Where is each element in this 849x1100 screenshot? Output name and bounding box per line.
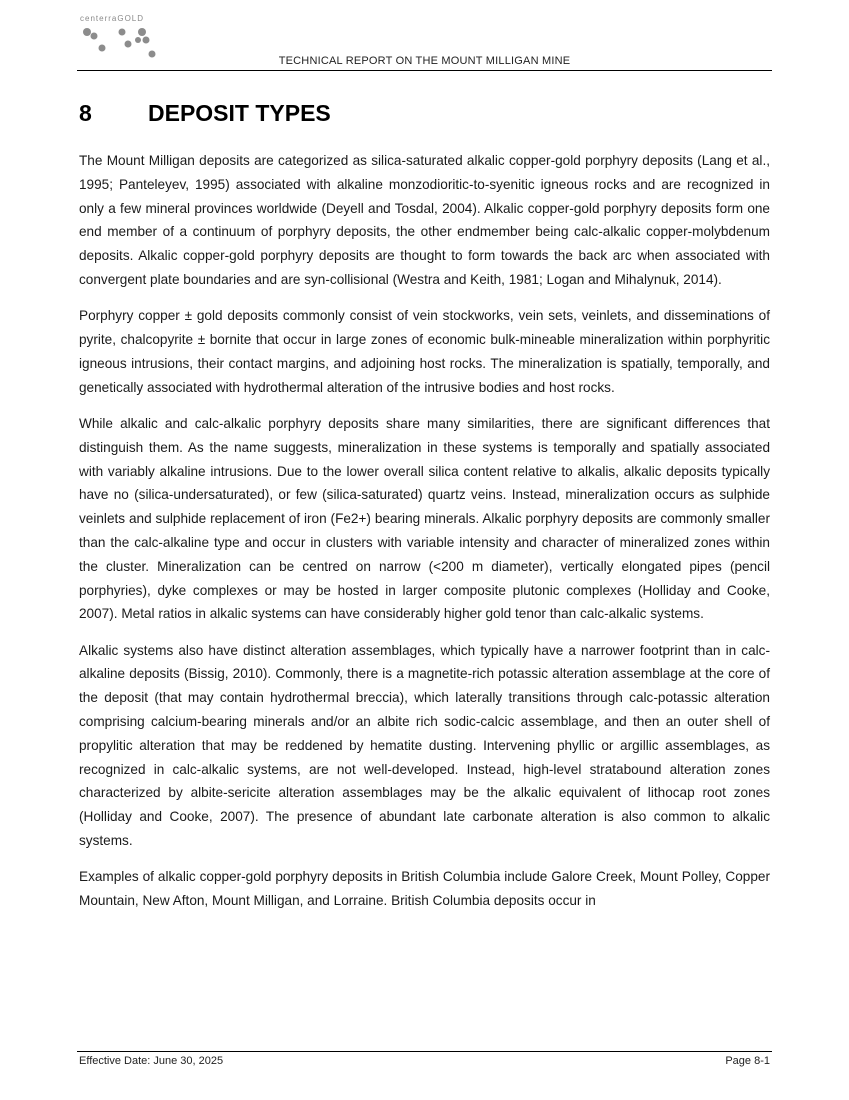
logo-wordmark: centerraGOLD [80,14,145,23]
report-header-title: TECHNICAL REPORT ON THE MOUNT MILLIGAN MINE [278,55,571,67]
section-body [79,149,770,925]
page-number: Page 8-1 [725,1055,770,1067]
footer-divider [77,1051,772,1052]
section-heading [79,100,331,127]
paragraph: The Mount Milligan deposits are categorized as silica-saturated alkalic copper-gold porphyry deposits (Lang et al., 1995; Panteleyev, 1995) associated with alkaline monzodioritic-to-syenitic igneous rocks and are recognized in only a few mineral provinces worldwide (Deyell and Tosdal, 2004). Alkalic copper-gold porphyry deposits form one end member of a continuum of porphyry deposits, the other endmember being calc-alkalic copper-molybdenum deposits. Alkalic copper-gold porphyry deposits are thought to form towards the back arc when associated with convergent plate boundaries and are syn-collisional (Westra and Keith, 1981; Logan and Mihalynuk, 2014). [79,153,770,287]
paragraph: While alkalic and calc-alkalic porphyry deposits share many similarities, there are significant differences that distinguish them. As the name suggests, mineralization in these systems is temporally and spatially associated with variably alkaline intrusions. Due to the lower overall silica content relative to alkalis, alkalic deposits typically have no (silica-undersaturated), or few (silica-saturated) quartz veins. Instead, mineralization occurs as sulphide veinlets and sulphide replacement of iron (Fe2+) bearing minerals. Alkalic porphyry deposits are commonly smaller than the calc-alkaline type and occur in clusters with variable intensity and character of mineralized zones within the cluster. Mineralization can be centred on narrow (<200 m diameter), vertically elongated pipes (pencil porphyries), dyke complexes or may be hosted in larger composite plutonic complexes (Holliday and Cooke, 2007). Metal ratios in alkalic systems can have considerably higher gold tenor than calc-alkalic systems. [79,415,770,622]
paragraph: Examples of alkalic copper-gold porphyry deposits in British Columbia include Galore Creek, Mount Polley, Copper Mountain, New Afton, Mount Milligan, and Lorraine. British Columbia deposits occur in [79,869,770,909]
effective-date: Effective Date: June 30, 2025 [79,1055,224,1067]
paragraph: Alkalic systems also have distinct alteration assemblages, which typically have a narrower footprint than in calc-alkaline deposits (Bissig, 2010). Commonly, there is a magnetite-rich potassic alteration assemblage at the core of the deposit (that may contain hydrothermal breccia), which laterally transitions through calc-potassic alteration comprising calcium-bearing minerals and/or an albite rich sodic-calcic assemblage, and then an outer shell of propylitic alteration that may be reddened by hematite dusting. Intervening phyllic or argillic assemblages, as recognized in calc-alkalic systems, are not well-developed. Instead, high-level stratabound alteration zones characterized by albite-sericite alteration assemblages may be the alkalic equivalent of lithocap root zones (Holliday and Cooke, 2007). The presence of abundant late carbonate alteration is also common to alkalic systems. [79,642,770,849]
paragraph: Porphyry copper ± gold deposits commonly consist of vein stockworks, vein sets, veinlets, and disseminations of pyrite, chalcopyrite ± bornite that occur in large zones of economic bulk-mineable mineralization within porphyritic igneous intrusions, their contact margins, and adjoining host rocks. The mineralization is spatially, temporally, and genetically associated with hydrothermal alteration of the intrusive bodies and host rocks. [79,308,770,395]
section-number: 8 [79,100,92,126]
header-divider [77,70,772,71]
section-title: DEPOSIT TYPES [148,100,331,126]
